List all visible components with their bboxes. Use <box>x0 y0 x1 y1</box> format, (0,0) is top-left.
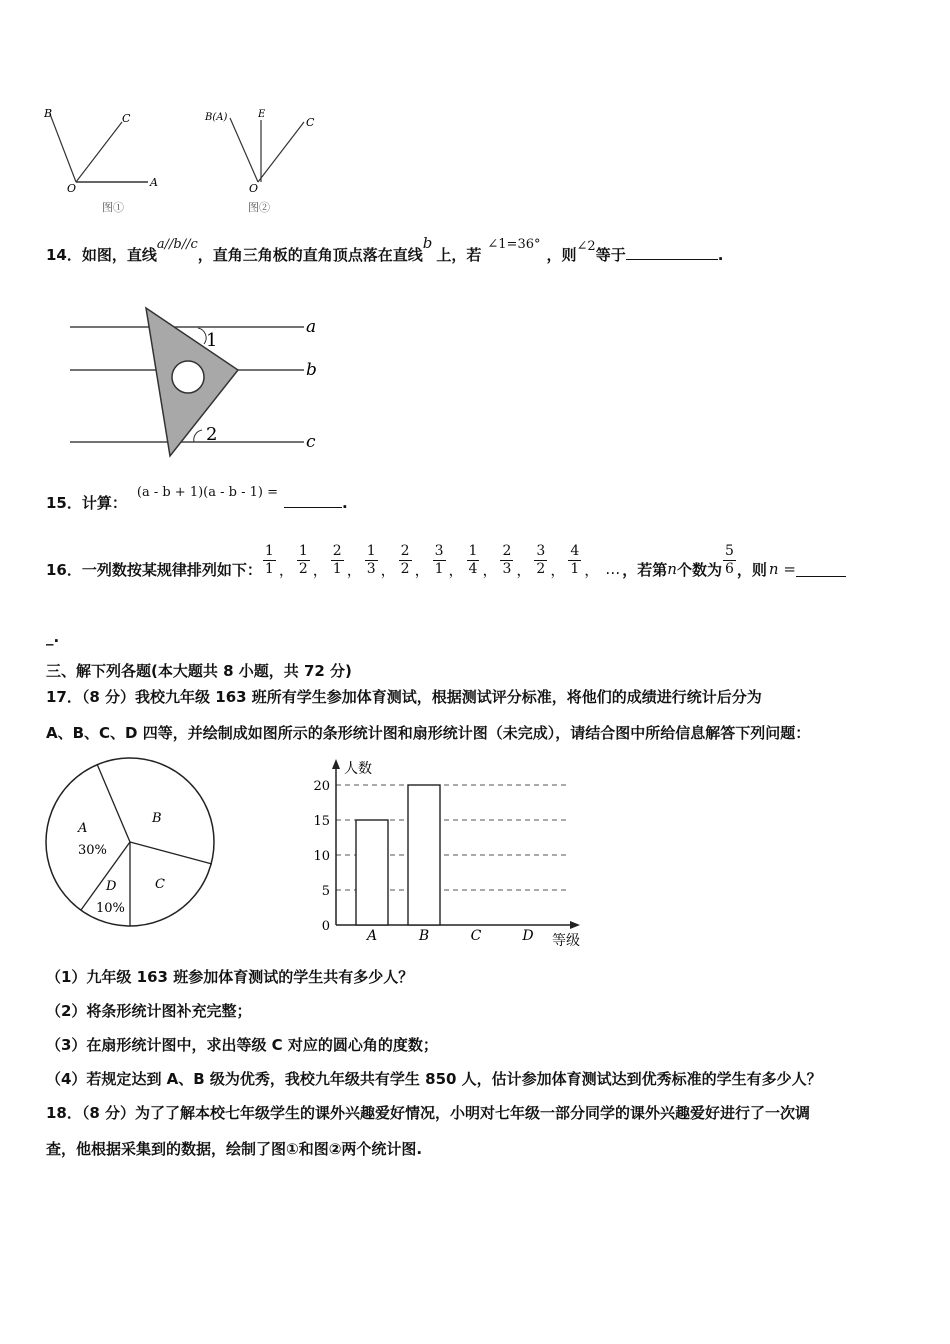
question-14 <box>46 234 724 265</box>
pie-label-C: C <box>155 877 165 892</box>
q16-answer-blank[interactable] <box>796 562 846 577</box>
q16-fraction-den: 3 <box>502 560 512 577</box>
question-16 <box>46 540 846 580</box>
fig14-label-b: b <box>306 360 317 380</box>
q16-fraction-den: 2 <box>400 560 410 577</box>
q16-fraction-den: 4 <box>468 560 478 577</box>
q14-line-b: b <box>422 234 433 252</box>
pie-pct-D: 10% <box>96 901 125 916</box>
fig14-label-c: c <box>306 432 316 452</box>
q14-end: . <box>717 246 724 264</box>
q16-fraction <box>467 543 480 578</box>
q16-target-den: 6 <box>724 560 734 577</box>
pie-label-D: D <box>106 879 117 894</box>
q16-fraction <box>568 543 581 578</box>
q16-separator: ， <box>448 560 464 579</box>
q16-fraction <box>297 543 310 578</box>
question-15 <box>46 485 348 513</box>
q16-separator: ， <box>584 560 600 579</box>
y-tick-label: 10 <box>313 849 330 864</box>
q16-continuation: _. <box>46 628 60 646</box>
x-category-label: A <box>366 928 378 944</box>
q16-fraction-den: 1 <box>264 560 274 577</box>
fig2-label-BA: B(A) <box>205 112 228 123</box>
q16-mid: ，若第 <box>622 560 668 579</box>
q16-fraction <box>263 543 276 578</box>
q16-separator: ， <box>346 560 362 579</box>
x-axis-arrow <box>570 921 580 929</box>
q16-separator: ， <box>516 560 532 579</box>
fig2-label-E: E <box>258 109 266 120</box>
pie-pct-A: 30% <box>78 843 107 858</box>
q14-prefix: 14．如图，直线 <box>46 246 157 264</box>
figure-14 <box>66 300 336 460</box>
fig2-label-O: O <box>249 182 259 195</box>
fig1-label-A: A <box>150 176 158 189</box>
y-tick-label: 20 <box>313 779 330 794</box>
q16-n: n <box>667 560 677 578</box>
fig1-caption: 图① <box>102 201 124 214</box>
q14-angle2: ∠2 <box>576 239 596 254</box>
figure-2 <box>204 109 315 214</box>
q16-sequence <box>262 541 601 580</box>
section-3-heading: 三、解下列各题(本大题共 8 小题，共 72 分) <box>46 662 352 680</box>
q15-answer-blank[interactable] <box>284 493 342 508</box>
y-axis-arrow <box>332 759 340 769</box>
q16-fraction <box>433 543 446 578</box>
fig1-label-B: B <box>44 107 53 120</box>
q14-mid2: 上，若 <box>436 246 482 264</box>
q16-separator: ， <box>550 560 566 579</box>
q15-expr: (a - b + 1)(a - b - 1) = <box>136 485 279 500</box>
bar-chart <box>300 745 600 950</box>
q16-fraction-num: 3 <box>536 542 546 559</box>
fig1-label-C: C <box>122 112 131 125</box>
q16-fraction-num: 3 <box>434 542 444 559</box>
y-tick-label: 5 <box>321 884 330 899</box>
x-axis-label: 等级 <box>552 933 580 949</box>
q17-line1: 17．（8 分）我校九年级 163 班所有学生参加体育测试，根据测试评分标准，将他们的成绩进行统计后分为 <box>46 688 762 706</box>
q16-fraction <box>399 543 412 578</box>
bar-A <box>356 820 388 925</box>
q16-fraction-den: 2 <box>298 560 308 577</box>
pie-label-A: A <box>78 821 88 836</box>
q17-sub3: （3）在扇形统计图中，求出等级 C 对应的圆心角的度数； <box>46 1036 438 1054</box>
q16-fraction-num: 2 <box>400 542 410 559</box>
figure-1 <box>43 107 158 214</box>
q16-fraction-den: 2 <box>536 560 546 577</box>
q16-fraction <box>365 543 378 578</box>
q16-separator: ， <box>312 560 328 579</box>
q16-separator: ， <box>414 560 430 579</box>
q16-target-num: 5 <box>724 542 734 559</box>
q18-line1: 18．（8 分）为了了解本校七年级学生的课外兴趣爱好情况，小明对七年级一部分同学的课外兴趣爱好进行了一次调 <box>46 1104 811 1122</box>
q14-parallel: a//b//c <box>156 237 198 252</box>
y-axis-label: 人数 <box>344 761 372 777</box>
q14-mid3: ，则 <box>546 246 577 264</box>
q15-end: . <box>342 494 348 512</box>
y-tick-label: 15 <box>313 814 330 829</box>
q16-separator: ， <box>278 560 294 579</box>
q16-fraction-num: 1 <box>298 542 308 559</box>
pie-label-B: B <box>152 811 162 826</box>
q14-suffix: 等于 <box>595 246 626 264</box>
q14-angle1: ∠1=36° <box>487 237 541 252</box>
x-category-label: C <box>470 928 482 944</box>
q17-sub1: （1）九年级 163 班参加体育测试的学生共有多少人？ <box>46 968 414 986</box>
q16-prefix: 16．一列数按某规律排列如下： <box>46 560 262 579</box>
q15-prefix: 15．计算： <box>46 494 127 512</box>
q18-line2: 查，他根据采集到的数据，绘制了图①和图②两个统计图. <box>46 1140 423 1158</box>
q16-fraction-den: 1 <box>570 560 580 577</box>
q14-mid: ，直角三角板的直角顶点落在直线 <box>197 246 423 264</box>
q16-target-fraction <box>723 543 736 578</box>
fig1-label-O: O <box>67 182 77 195</box>
y-tick-label: 0 <box>321 919 330 934</box>
top-figures <box>40 100 340 220</box>
ruler-hole <box>172 361 204 393</box>
q16-fraction-den: 1 <box>434 560 444 577</box>
pie-chart <box>40 755 230 935</box>
fig14-label-1: 1 <box>206 330 218 351</box>
q16-fraction-num: 1 <box>366 542 376 559</box>
bar-B <box>408 785 440 925</box>
q16-separator: ， <box>482 560 498 579</box>
q17-line2: A、B、C、D 四等，并绘制成如图所示的条形统计图和扇形统计图（未完成），请结合图中所给信息解答下列问题： <box>46 724 811 742</box>
q17-sub4: （4）若规定达到 A、B 级为优秀，我校九年级共有学生 850 人，估计参加体育测试达到优秀标准的学生有多少人？ <box>46 1070 822 1088</box>
fig14-label-a: a <box>306 317 317 337</box>
q16-ellipsis: … <box>605 560 621 578</box>
x-category-label: D <box>522 928 534 944</box>
fig2-caption: 图② <box>248 201 270 214</box>
q16-fraction-den: 1 <box>332 560 342 577</box>
q16-separator: ， <box>380 560 396 579</box>
q16-mid2: 个数为 <box>676 560 722 579</box>
q16-fraction-num: 4 <box>570 542 580 559</box>
q17-sub2: （2）将条形统计图补充完整； <box>46 1002 252 1020</box>
fig14-label-2: 2 <box>206 424 218 445</box>
q16-neq: n = <box>768 560 796 578</box>
x-category-label: B <box>418 928 430 944</box>
q14-answer-blank[interactable] <box>626 245 718 260</box>
q16-fraction <box>534 543 547 578</box>
fig2-label-C: C <box>306 116 315 129</box>
q16-fraction <box>500 543 513 578</box>
q16-fraction-num: 1 <box>264 542 274 559</box>
q16-then: ，则 <box>736 560 767 579</box>
q16-fraction <box>331 543 344 578</box>
q16-fraction-num: 1 <box>468 542 478 559</box>
q16-fraction-num: 2 <box>502 542 512 559</box>
q16-fraction-den: 3 <box>366 560 376 577</box>
q16-fraction-num: 2 <box>332 542 342 559</box>
